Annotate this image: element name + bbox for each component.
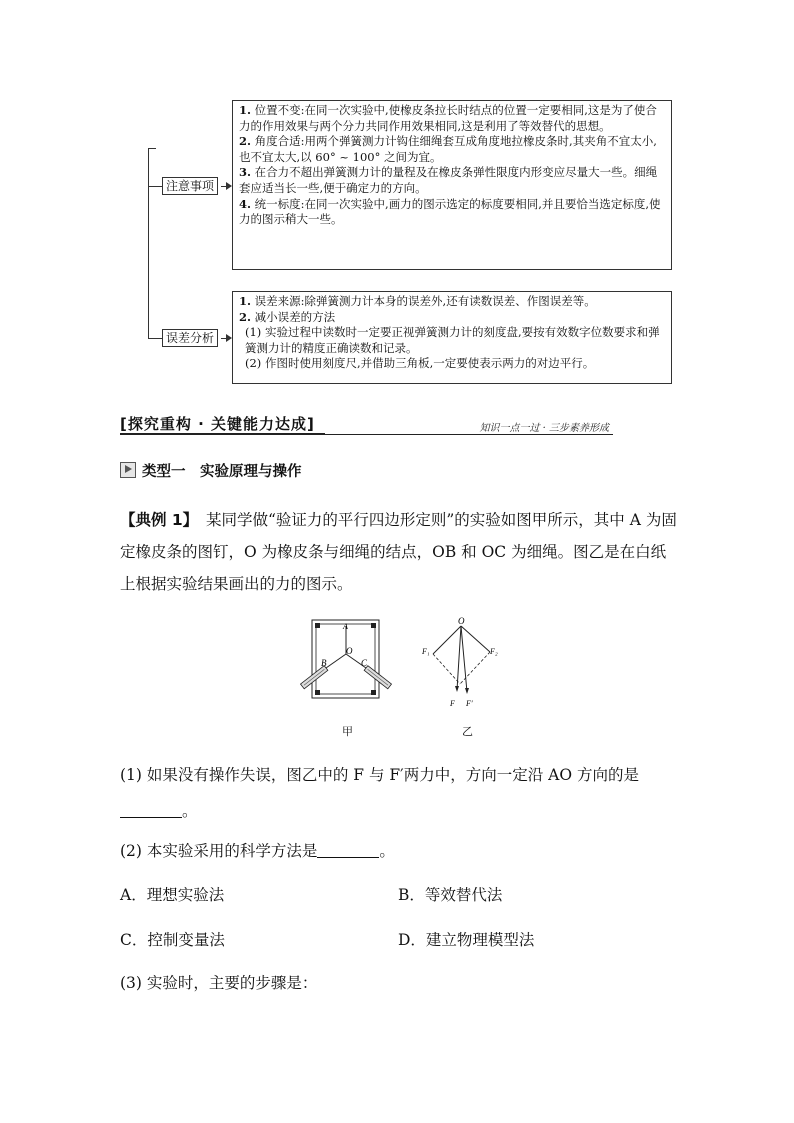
question-1: (1) 如果没有操作失误，图乙中的 F 与 F′两力中，方向一定沿 AO 方向的是 — [120, 766, 639, 784]
experiment-figure — [280, 610, 520, 740]
figure-yi — [421, 616, 498, 708]
label-C: C — [361, 658, 368, 668]
tree-trunk — [148, 148, 149, 338]
answer-blank[interactable] — [317, 843, 379, 858]
label-F1: F₁ — [422, 647, 430, 656]
type-heading: 类型一 实验原理与操作 — [120, 460, 302, 481]
label-F: F — [450, 699, 455, 708]
answer-blank[interactable] — [120, 803, 182, 818]
example-text: 某同学做“验证力的平行四边形定则”的实验如图甲所示，其中 A 为固定橡皮条的图钉，O 为橡皮条与细绳的结点，OB 和 OC 为细绳。图乙是在白纸上根据实验结果画出的力的图示。 — [120, 511, 677, 593]
option-c[interactable]: C．控制变量法 — [120, 931, 225, 949]
label-O: O — [346, 646, 353, 656]
note-item: 1. 位置不变:在同一次实验中,使橡皮条拉长时结点的位置一定要相同,这是为了使合力的作用效果与两个分力共同作用效果相同,这是利用了等效替代的思想。 — [239, 103, 657, 133]
branch1-connector — [148, 186, 162, 187]
label-A: A — [343, 622, 348, 631]
question-1-answer: 。 — [120, 799, 198, 821]
tree-stub — [148, 148, 156, 149]
section-header — [120, 411, 613, 435]
branch2-label: 误差分析 — [162, 329, 218, 347]
option-b[interactable]: B．等效替代法 — [398, 886, 503, 904]
note-item: 1. 误差来源:除弹簧测力计本身的误差外,还有读数误差、作图误差等。 — [239, 294, 596, 308]
branch1-notes — [232, 100, 672, 270]
question-3: (3) 实验时，主要的步骤是： — [120, 974, 318, 992]
label-Fprime: F′ — [466, 699, 473, 708]
note-item: (1) 实验过程中读数时一定要正视弹簧测力计的刻度盘,要按有效数字位数要求和弹簧测力计的精度正确读数和记录。 — [245, 325, 660, 355]
play-triangle-icon — [120, 462, 136, 478]
option-a[interactable]: A．理想实验法 — [120, 886, 225, 904]
section-title: [探究重构 · 关键能力达成] — [120, 415, 315, 433]
figure-jia — [301, 620, 392, 698]
note-item: 3. 在合力不超出弹簧测力计的量程及在橡皮条弹性限度内形变应尽量大一些。细绳套应适当长一些,便于确定力的方向。 — [239, 165, 658, 195]
branch1-label: 注意事项 — [162, 177, 218, 195]
example-tag: 【典例 1】 — [120, 511, 191, 529]
label-O2: O — [458, 616, 465, 626]
note-item: 4. 统一标度:在同一次实验中,画力的图示选定的标度要相同,并且要恰当选定标度,使力的图示稍大一些。 — [239, 196, 661, 227]
note-item: 2. 角度合适:用两个弹簧测力计钩住细绳套互成角度地拉橡皮条时,其夹角不宜太小,也不宜太大,以 60° ~ 100° 之间为宜。 — [239, 134, 657, 164]
label-F2: F₂ — [490, 647, 498, 656]
note-item: (2) 作图时使用刻度尺,并借助三角板,一定要使表示两力的对边平行。 — [245, 356, 595, 371]
example-paragraph — [120, 504, 680, 600]
caption-yi: 乙 — [462, 725, 473, 738]
branch2-connector — [148, 338, 162, 339]
question-2: (2) 本实验采用的科学方法是 。 — [120, 842, 395, 860]
note-item: 2. 减小误差的方法 — [239, 309, 336, 324]
section-rule-thick — [120, 433, 325, 435]
label-B: B — [321, 658, 327, 668]
branch2-notes — [232, 291, 672, 384]
caption-jia: 甲 — [342, 725, 353, 738]
option-d[interactable]: D．建立物理模型法 — [398, 931, 535, 949]
section-subtitle: 知识一点一过 · 三步素养形成 — [479, 423, 609, 434]
